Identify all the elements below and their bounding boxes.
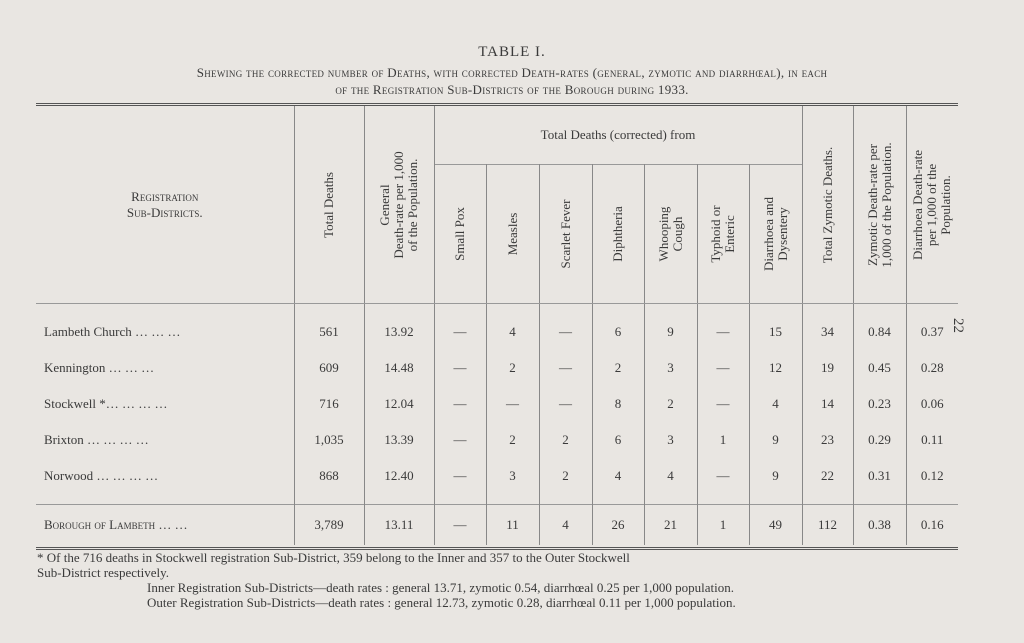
header-small-pox: Small Pox xyxy=(434,165,486,304)
table-row-borough-total: Borough of Lambeth … … 3,789 13.11 — 11 4 26 21 1 49 112 0.38 0.16 xyxy=(36,505,958,545)
table-row-brixton: Brixton … … … … 1,035 13.39 — 2 2 6 3 1 9 23 0.29 0.11 xyxy=(36,422,958,458)
header-district: Registration Sub-Districts. xyxy=(36,106,294,303)
table-row-stockwell: Stockwell *… … … … 716 12.04 — — — 8 2 — 4 14 0.23 0.06 xyxy=(36,386,958,422)
header-diarrhoea-rate: Diarrhoea Death-rate per 1,000 of the Population. xyxy=(910,149,954,260)
footnote-stockwell-cont: Sub-District respectively. xyxy=(37,565,170,580)
subtitle-line-1: Shewing the corrected number of Deaths, with corrected Death-rates (general, zymotic and diarrhœal), in each xyxy=(196,65,828,80)
footnote-inner: Inner Registration Sub-Districts—death rates : general 13.71, zymotic 0.54, diarrhœal 0.25 per 1,000 population. xyxy=(147,580,735,595)
page-number: 22 xyxy=(950,318,966,333)
header-scarlet-fever: Scarlet Fever xyxy=(539,165,592,304)
header-total-deaths: Total Deaths xyxy=(294,106,364,303)
table-row-kennington: Kennington … … … 609 14.48 — 2 — 2 3 — 12 19 0.45 0.28 xyxy=(36,350,958,386)
header-total-zymotic: Total Zymotic Deaths. xyxy=(802,106,853,303)
table-title: TABLE I. xyxy=(478,44,546,60)
table-row-lambeth-church: Lambeth Church … … … 561 13.92 — 4 — 6 9 — 15 34 0.84 0.37 xyxy=(36,314,958,350)
footnote-outer: Outer Registration Sub-Districts—death rates : general 12.73, zymotic 0.28, diarrhœal 0.11 per 1,000 population. xyxy=(147,595,736,610)
header-diarrhoea: Diarrhoea and Dysentery xyxy=(749,165,802,304)
header-group-deaths-from: Total Deaths (corrected) from xyxy=(434,106,802,165)
table-subtitle xyxy=(30,64,994,98)
table-row-norwood: Norwood … … … … 868 12.40 — 3 2 4 4 — 9 22 0.31 0.12 xyxy=(36,458,958,494)
header-zymotic-rate: Zymotic Death-rate per 1,000 of the Population. xyxy=(853,106,906,303)
mortality-table xyxy=(36,103,958,545)
header-measles: Measles xyxy=(486,165,539,304)
subtitle-line-2: of the Registration Sub-Districts of the Borough during 1933. xyxy=(335,82,689,97)
header-general-rate: General Death-rate per 1,000 of the Population. xyxy=(364,106,434,303)
header-typhoid: Typhoid or Enteric xyxy=(697,165,749,304)
footnotes xyxy=(37,550,959,610)
header-diphtheria: Diphtheria xyxy=(592,165,644,304)
header-whooping-cough: Whooping Cough xyxy=(644,165,697,304)
footnote-stockwell: * Of the 716 deaths in Stockwell registration Sub-District, 359 belong to the Inner and 357 to the Outer Stockwell xyxy=(37,550,630,565)
